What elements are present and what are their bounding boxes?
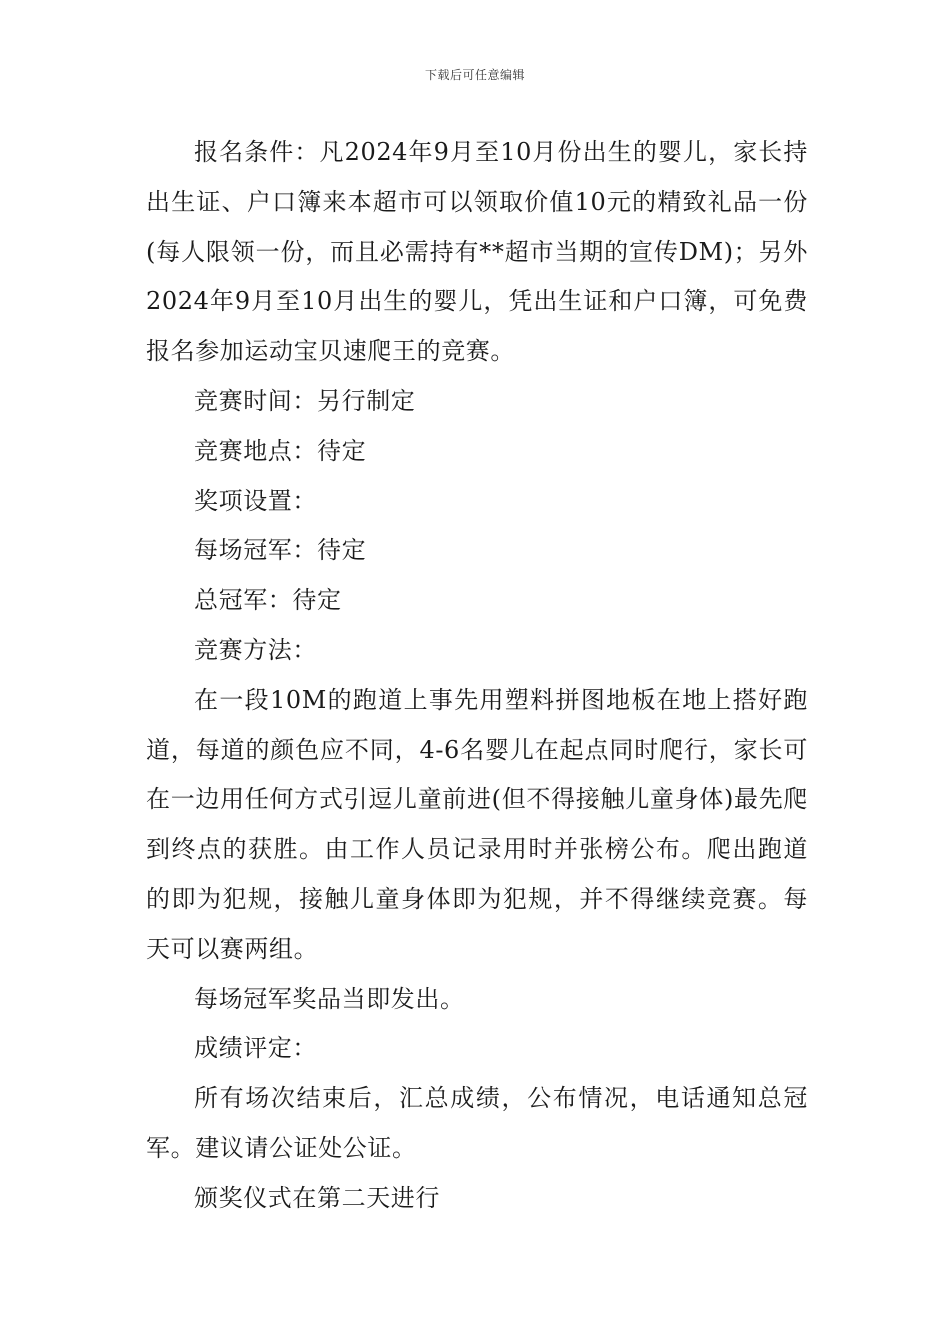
paragraph-award-ceremony: 颁奖仪式在第二天进行	[194, 1183, 440, 1212]
paragraph-awards-heading: 奖项设置：	[194, 486, 317, 515]
paragraph-registration-conditions: 报名条件：凡2024年9月至10月份出生的婴儿，家长持出生证、户口簿来本超市可以领取价值10元的精致礼品一份(每人限领一份，而且必需持有**超市当期的宣传DM)；另外2024年9月至10月出生的婴儿，凭出生证和户口簿，可免费报名参加运动宝贝速爬王的竞赛。	[146, 138, 808, 366]
paragraph-scoring-heading: 成绩评定：	[194, 1034, 317, 1063]
paragraph-method-description: 在一段10M的跑道上事先用塑料拼图地板在地上搭好跑道，每道的颜色应不同，4-6名婴儿在起点同时爬行，家长可在一边用任何方式引逗儿童前进(但不得接触儿童身体)最先爬到终点的获胜。由工作人员记录用时并张榜公布。爬出跑道的即为犯规，接触儿童身体即为犯规，并不得继续竞赛。每天可以赛两组。	[146, 685, 808, 963]
paragraph-overall-champion: 总冠军：待定	[194, 586, 342, 615]
paragraph-prize-issuance: 每场冠军奖品当即发出。	[194, 984, 465, 1013]
document-body	[146, 128, 808, 1224]
paragraph-competition-time: 竞赛时间：另行制定	[194, 386, 416, 415]
page-header-note: 下载后可任意编辑	[424, 68, 525, 82]
paragraph-session-champion: 每场冠军：待定	[194, 536, 367, 565]
paragraph-method-heading: 竞赛方法：	[194, 635, 317, 664]
paragraph-competition-location: 竞赛地点：待定	[194, 436, 367, 465]
paragraph-scoring-description: 所有场次结束后，汇总成绩，公布情况，电话通知总冠军。建议请公证处公证。	[146, 1084, 808, 1162]
